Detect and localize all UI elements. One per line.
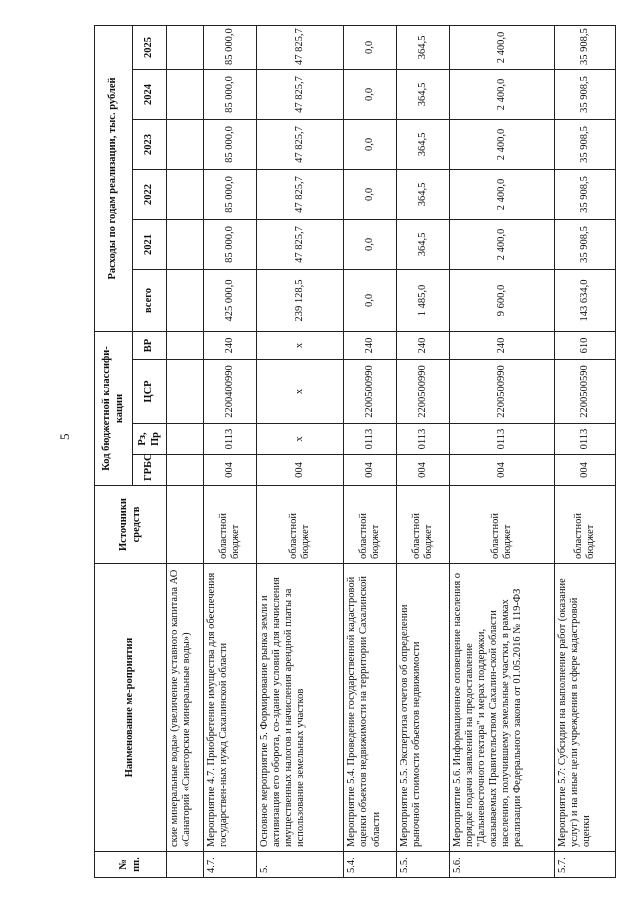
- row-2023: 35 908,5: [554, 119, 615, 169]
- header-source: Источники средств: [95, 486, 167, 564]
- row-2025: 0,0: [344, 25, 397, 69]
- header-vr: ВР: [133, 331, 167, 359]
- table-row: [204, 25, 257, 877]
- header-idx: № пп.: [95, 852, 167, 878]
- row-2021: 47 825,7: [256, 219, 344, 269]
- row-2025: 47 825,7: [256, 25, 344, 69]
- header-total: всего: [133, 269, 167, 331]
- row-rz: [167, 424, 204, 455]
- row-2022: 364,5: [396, 169, 449, 219]
- row-2022: 35 908,5: [554, 169, 615, 219]
- table-row: [396, 25, 449, 877]
- row-2022: 47 825,7: [256, 169, 344, 219]
- row-2023: 85 000,0: [204, 119, 257, 169]
- row-2023: 47 825,7: [256, 119, 344, 169]
- row-2021: 0,0: [344, 219, 397, 269]
- row-vr: [167, 331, 204, 359]
- row-csr: 2200500990: [344, 360, 397, 424]
- row-rz: 0113: [344, 424, 397, 455]
- row-vr: 240: [204, 331, 257, 359]
- row-source: областной бюджет: [396, 486, 449, 564]
- header-2024: 2024: [133, 69, 167, 119]
- row-name: Мероприятие 5.6. Информационное оповещение населения о порядке подачи заявлений на предоставление "Дальневосточного гектара" и мерах поддержки, оказываемых Правительством Сахалин-ской области населению, получившему земельные участки, в рамках реализации Федерального закона от 01.05.2016 № 119-ФЗ: [449, 564, 554, 852]
- row-name: Мероприятие 5.4. Проведение государственной кадастровой оценки объектов недвижимости на территории Сахалинской области: [344, 564, 397, 852]
- row-total: 9 600,0: [449, 269, 554, 331]
- row-2024: [167, 69, 204, 119]
- row-source: областной бюджет: [344, 486, 397, 564]
- row-2024: 35 908,5: [554, 69, 615, 119]
- row-grbs: 004: [554, 455, 615, 486]
- row-grbs: 004: [256, 455, 344, 486]
- row-total: 239 128,5: [256, 269, 344, 331]
- row-rz: 0113: [449, 424, 554, 455]
- row-name: Мероприятие 4.7. Приобретение имущества для обеспечения государствен-ных нужд Сахалинской области: [204, 564, 257, 852]
- row-rz: 0113: [554, 424, 615, 455]
- row-2022: 0,0: [344, 169, 397, 219]
- header-code-group: Код бюджетной классифи-кации: [95, 331, 133, 485]
- row-grbs: 004: [449, 455, 554, 486]
- row-2023: [167, 119, 204, 169]
- row-rz: х: [256, 424, 344, 455]
- row-2021: [167, 219, 204, 269]
- header-2021: 2021: [133, 219, 167, 269]
- header-2023: 2023: [133, 119, 167, 169]
- row-grbs: 004: [204, 455, 257, 486]
- table-row: [554, 25, 615, 877]
- page-number: 5: [57, 433, 72, 440]
- row-2023: 2 400,0: [449, 119, 554, 169]
- row-2023: 364,5: [396, 119, 449, 169]
- row-idx: 5.4.: [344, 852, 397, 878]
- row-source: областной бюджет: [449, 486, 554, 564]
- row-2024: 2 400,0: [449, 69, 554, 119]
- row-2022: [167, 169, 204, 219]
- row-csr: 2200500990: [396, 360, 449, 424]
- row-grbs: [167, 455, 204, 486]
- row-2021: 85 000,0: [204, 219, 257, 269]
- row-2022: 2 400,0: [449, 169, 554, 219]
- header-grbs: ГРБС: [133, 455, 167, 486]
- row-2024: 364,5: [396, 69, 449, 119]
- row-source: областной бюджет: [204, 486, 257, 564]
- row-idx: 4.7.: [204, 852, 257, 878]
- table-row: [344, 25, 397, 877]
- row-vr: 610: [554, 331, 615, 359]
- header-rz: Рз, Пр: [133, 424, 167, 455]
- row-vr: х: [256, 331, 344, 359]
- row-grbs: 004: [396, 455, 449, 486]
- header-2022: 2022: [133, 169, 167, 219]
- row-2021: 35 908,5: [554, 219, 615, 269]
- table-row: [167, 25, 204, 877]
- row-vr: 240: [449, 331, 554, 359]
- row-idx: [167, 852, 204, 878]
- row-idx: 5.7.: [554, 852, 615, 878]
- row-2024: 0,0: [344, 69, 397, 119]
- row-2024: 85 000,0: [204, 69, 257, 119]
- row-idx: 5.: [256, 852, 344, 878]
- row-2025: [167, 25, 204, 69]
- rotated-table-container: [94, 26, 616, 878]
- row-csr: [167, 360, 204, 424]
- row-total: [167, 269, 204, 331]
- row-rz: 0113: [204, 424, 257, 455]
- row-name: ские минеральные воды» (увеличение уставного капитала АО «Санаторий «Синегорские минеральные воды»): [167, 564, 204, 852]
- row-2021: 2 400,0: [449, 219, 554, 269]
- budget-table: [94, 25, 616, 878]
- header-costs-group: Расходы по годам реализации, тыс. рублей: [95, 25, 133, 331]
- row-total: 1 485,0: [396, 269, 449, 331]
- row-csr: 2200500990: [449, 360, 554, 424]
- row-2023: 0,0: [344, 119, 397, 169]
- row-source: [167, 486, 204, 564]
- row-2021: 364,5: [396, 219, 449, 269]
- table-row: [449, 25, 554, 877]
- row-csr: 2200500590: [554, 360, 615, 424]
- row-idx: 5.6.: [449, 852, 554, 878]
- row-source: областной бюджет: [256, 486, 344, 564]
- row-name: Мероприятие 5.5. Экспертиза отчетов об определении рыночной стоимости объектов недвижимости: [396, 564, 449, 852]
- row-idx: 5.5.: [396, 852, 449, 878]
- row-name: Мероприятие 5.7: Субсидии на выполнение работ (оказание услуг) и на иные цели учреждения в сфере кадастровой оценки: [554, 564, 615, 852]
- row-grbs: 004: [344, 455, 397, 486]
- row-total: 0,0: [344, 269, 397, 331]
- row-2025: 85 000,0: [204, 25, 257, 69]
- table-row: [256, 25, 344, 877]
- header-csr: ЦСР: [133, 360, 167, 424]
- row-source: областной бюджет: [554, 486, 615, 564]
- row-csr: 2200400990: [204, 360, 257, 424]
- row-2022: 85 000,0: [204, 169, 257, 219]
- row-vr: 240: [344, 331, 397, 359]
- header-2025: 2025: [133, 25, 167, 69]
- row-total: 425 000,0: [204, 269, 257, 331]
- row-2025: 35 908,5: [554, 25, 615, 69]
- row-rz: 0113: [396, 424, 449, 455]
- row-2024: 47 825,7: [256, 69, 344, 119]
- row-2025: 2 400,0: [449, 25, 554, 69]
- row-vr: 240: [396, 331, 449, 359]
- row-2025: 364,5: [396, 25, 449, 69]
- header-name: Наименование ме-роприятия: [95, 564, 167, 852]
- row-csr: х: [256, 360, 344, 424]
- row-name: Основное мероприятие 5. Формирование рынка земли и активизация его оборота, со-здание условий для начисления имущественных налогов и начисления арендной платы за использование земельных участков: [256, 564, 344, 852]
- row-total: 143 634,0: [554, 269, 615, 331]
